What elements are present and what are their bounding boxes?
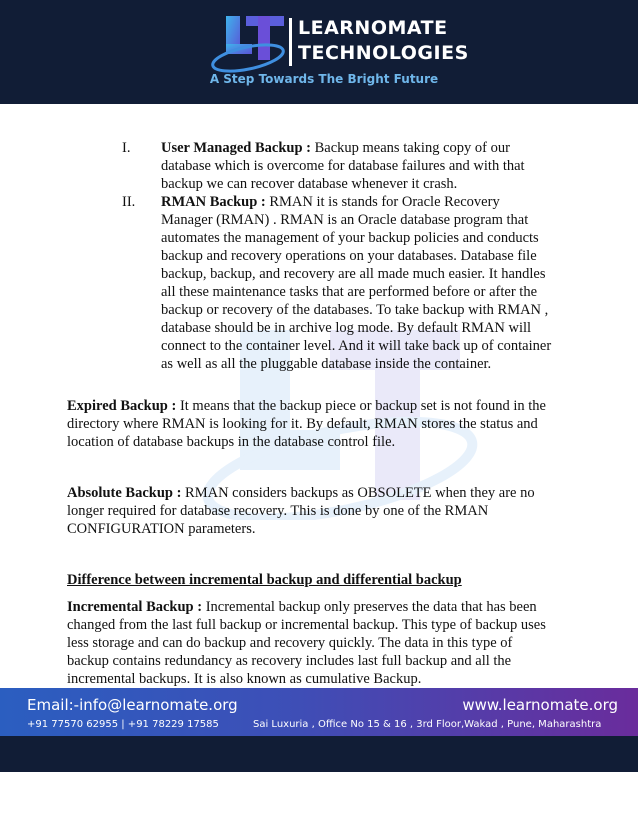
text-line: CONFIGURATION parameters. (67, 521, 256, 537)
brand-name-second-line: TECHNOLOGIES (298, 42, 469, 64)
term-label: User Managed Backup : (161, 140, 311, 156)
term-label: RMAN Backup : (161, 194, 266, 210)
text-line: connect to the container level. And it will take back up of container (161, 338, 552, 354)
text-line: Backup means taking copy of our (310, 140, 510, 156)
list-item-rman-backup (161, 193, 561, 373)
text-line: Manager (RMAN) . RMAN is an Oracle database program that (161, 212, 529, 228)
text-line: directory where RMAN is looking for it. By default, RMAN stores the status and (67, 416, 538, 432)
text-line: longer required for database recovery. This is done by one of the RMAN (67, 503, 489, 519)
term-label: Absolute Backup : (67, 485, 182, 501)
text-line: backup or recovery of the databases. To take backup with RMAN , (161, 302, 549, 318)
footer-bottom-band (0, 736, 638, 772)
text-line: changed from the last full backup or incremental backup. This type of backup uses (67, 617, 546, 633)
brand-name: LEARNOMATE (298, 17, 448, 39)
text-line: RMAN it is stands for Oracle Recovery (265, 194, 500, 210)
text-line: location of database backups in the database control file. (67, 434, 396, 450)
text-line: database which is overcome for database failures and with that (161, 158, 525, 174)
text-line: database should be in archive log mode. By default RMAN will (161, 320, 532, 336)
footer-address: Sai Luxuria , Office No 15 & 16 , 3rd Floor,Wakad , Pune, Maharashtra (253, 719, 602, 730)
text-line: Incremental backup only preserves the data that has been (202, 599, 537, 615)
text-line: all these maintenance tasks that are performed before or after the (161, 284, 538, 300)
footer-phone-numbers: +91 77570 62955 | +91 78229 17585 (27, 719, 219, 730)
list-numeral: I. (122, 140, 131, 156)
list-numeral: II. (122, 194, 136, 210)
text-line: backup, backup, and recovery are all made much easier. It handles (161, 266, 546, 282)
page-header (0, 0, 638, 104)
brand-tagline: A Step Towards The Bright Future (209, 72, 439, 86)
text-line: less storage and can do backup and recovery quickly. The data in this type of (67, 635, 513, 651)
text-line: automates the management of your backup policies and conducts (161, 230, 539, 246)
text-line: backup we can recover database whenever it crash. (161, 176, 458, 192)
paragraph-absolute-backup (67, 484, 567, 538)
text-line: RMAN considers backups as OBSOLETE when they are no (181, 485, 535, 501)
section-heading: Difference between incremental backup and differential backup (67, 572, 462, 588)
text-line: backup and recovery operations on your databases. Database file (161, 248, 537, 264)
text-line: It means that the backup piece or backup set is not found in the (176, 398, 546, 414)
text-line: backup contains redundancy as recovery includes last full backup and all the (67, 653, 512, 669)
footer-email-link[interactable]: Email:-info@learnomate.org (27, 696, 238, 714)
list-item-user-managed-backup (161, 139, 561, 193)
term-label: Incremental Backup : (67, 599, 203, 615)
paragraph-expired-backup (67, 397, 567, 451)
page-footer (0, 688, 638, 736)
footer-website-link[interactable]: www.learnomate.org (462, 696, 618, 714)
brand-divider (289, 18, 292, 66)
text-line: incremental backups. It is also known as cumulative Backup. (67, 671, 422, 687)
text-line: as well as all the pluggable database inside the container. (161, 356, 492, 372)
lt-logo-icon (208, 12, 288, 78)
term-label: Expired Backup : (67, 398, 177, 414)
paragraph-incremental-backup (67, 598, 567, 688)
